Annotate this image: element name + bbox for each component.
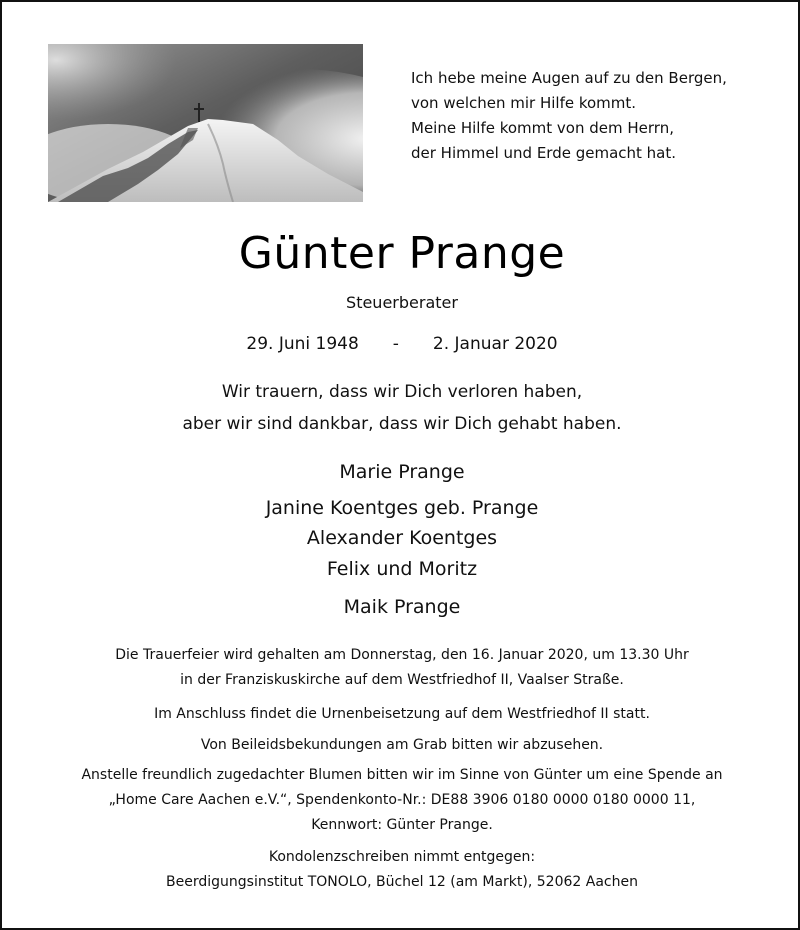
deceased-name: Günter Prange <box>238 228 566 279</box>
verse-line: der Himmel und Erde gemacht hat. <box>411 144 677 162</box>
info-line: Anstelle freundlich zugedachter Blumen bitten wir im Sinne von Günter um eine Spende an <box>81 767 723 783</box>
mountain-summit-cross-photo <box>48 44 363 202</box>
mourner-son-in-law: Alexander Koentges <box>306 527 498 549</box>
mourner-son: Maik Prange <box>343 596 461 618</box>
info-line: Die Trauerfeier wird gehalten am Donnerstag, den 16. Januar 2020, um 13.30 Uhr <box>115 647 689 663</box>
mourner-spouse: Marie Prange <box>339 461 465 483</box>
funeral-home-info <box>2 845 800 895</box>
verse-line: Meine Hilfe kommt von dem Herrn, <box>411 119 674 137</box>
life-dates <box>2 332 800 356</box>
info-line: Kennwort: Günter Prange. <box>311 817 493 833</box>
info-line: „Home Care Aachen e.V.“, Spendenkonto-Nr.: DE88 3906 0180 0000 0180 0000 11, <box>108 792 696 808</box>
donation-info <box>2 763 800 838</box>
motto-line: Wir trauern, dass wir Dich verloren haben, <box>221 382 583 402</box>
motto-line: aber wir sind dankbar, dass wir Dich gehabt haben. <box>182 414 622 434</box>
info-line: in der Franziskuskirche auf dem Westfriedhof II, Vaalser Straße. <box>180 672 624 688</box>
condolence-at-grave-info: Von Beileidsbekundungen am Grab bitten wir abzusehen. <box>200 737 604 753</box>
urn-burial-info: Im Anschluss findet die Urnenbeisetzung auf dem Westfriedhof II statt. <box>154 706 650 722</box>
bible-verse <box>411 66 791 166</box>
birth-date: 29. Juni 1948 <box>246 334 359 354</box>
deceased-profession: Steuerberater <box>346 293 458 312</box>
verse-line: Ich hebe meine Augen auf zu den Bergen, <box>411 69 727 87</box>
mourner-grandchildren: Felix und Moritz <box>326 558 478 580</box>
info-line: Beerdigungsinstitut TONOLO, Büchel 12 (am Markt), 52062 Aachen <box>166 874 638 890</box>
mountain-photo-graphic <box>48 44 363 202</box>
info-line: Kondolenzschreiben nimmt entgegen: <box>268 849 536 865</box>
funeral-service-info <box>2 643 800 693</box>
date-separator: - <box>392 334 399 354</box>
mourner-daughter: Janine Koentges geb. Prange <box>265 497 539 519</box>
death-date: 2. Januar 2020 <box>432 334 558 354</box>
verse-line: von welchen mir Hilfe kommt. <box>411 94 637 112</box>
mourning-motto <box>2 376 800 440</box>
